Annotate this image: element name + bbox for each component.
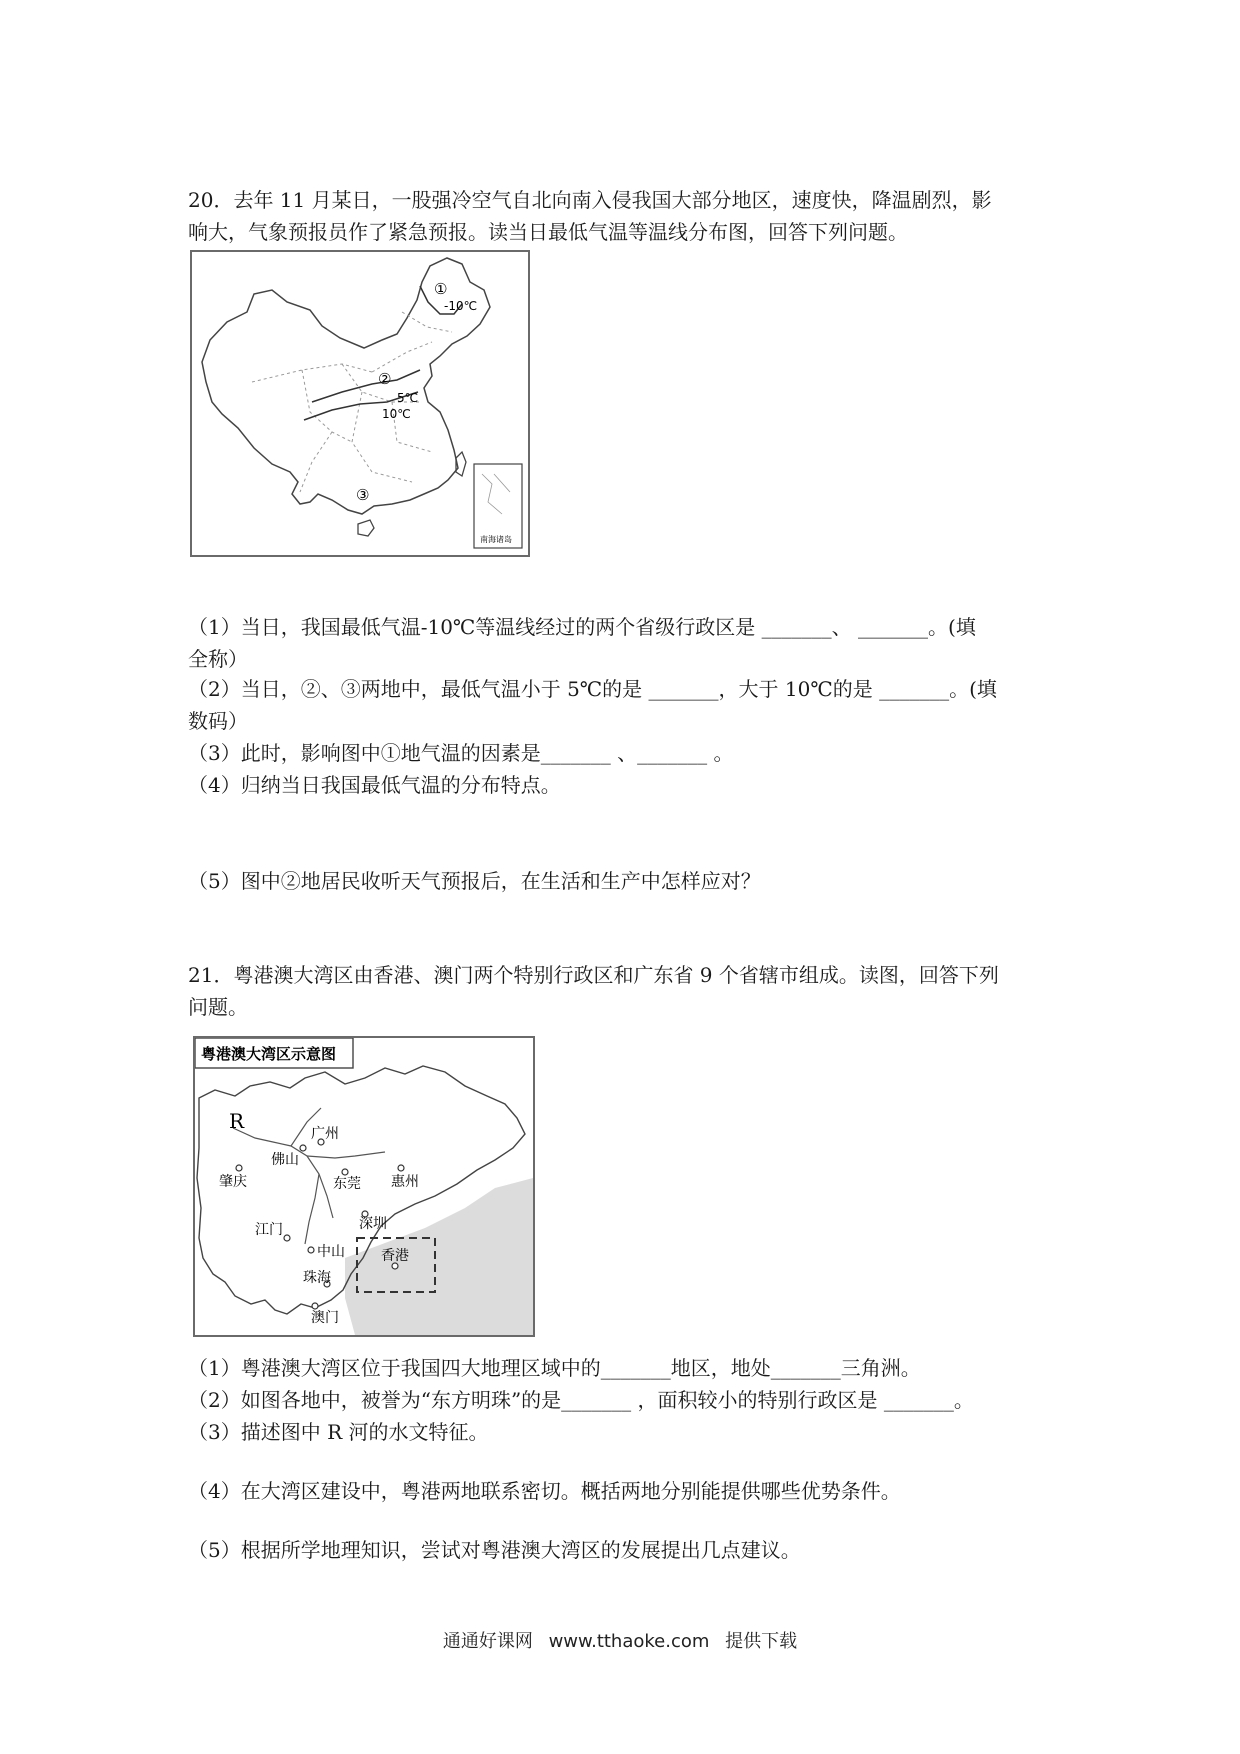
q21-sub1: （1）粤港澳大湾区位于我国四大地理区域中的_______地区，地处_______三角洲。	[188, 1356, 921, 1380]
q20-sub3: （3）此时，影响图中①地气温的因素是_______ 、_______ 。	[188, 741, 734, 765]
label-shenzhen: 深圳	[359, 1216, 387, 1232]
hainan-island	[358, 520, 374, 536]
label-dongguan: 东莞	[333, 1176, 361, 1192]
q21-sub3: （3）描述图中 R 河的水文特征。	[188, 1420, 489, 1444]
gba-map-figure	[195, 1038, 533, 1335]
label-10: 10℃	[382, 407, 411, 421]
q20-sub5: （5）图中②地居民收听天气预报后，在生活和生产中怎样应对？	[188, 869, 761, 893]
label-zhuhai: 珠海	[303, 1270, 331, 1286]
label-foshan: 佛山	[271, 1152, 299, 1168]
map-title: 粤港澳大湾区示意图	[201, 1045, 337, 1063]
q21-sub5: （5）根据所学地理知识，尝试对粤港澳大湾区的发展提出几点建议。	[188, 1538, 801, 1562]
footer-suffix: 提供下载	[725, 1631, 798, 1652]
q20-sub1-line2: 全称）	[188, 647, 248, 671]
china-map-figure	[192, 252, 528, 555]
inset-label: 南海诸岛	[480, 535, 512, 544]
q20-stem-line1: 20．去年 11 月某日，一股强冷空气自北向南入侵我国大部分地区，速度快，降温剧烈，影	[188, 188, 992, 212]
label-macau: 澳门	[311, 1310, 339, 1326]
q20-sub4: （4）归纳当日我国最低气温的分布特点。	[188, 773, 561, 797]
q21-stem-line2: 问题。	[188, 995, 248, 1019]
q20-china-isotherm-map	[190, 250, 530, 557]
label-1: ①	[434, 280, 448, 298]
label-3: ③	[356, 486, 370, 504]
q21-sub2: （2）如图各地中，被誉为“东方明珠”的是_______ ，面积较小的特别行政区是 _______。	[188, 1388, 974, 1412]
q20-sub1-line1: （1）当日，我国最低气温-10℃等温线经过的两个省级行政区是 _______、 _______。(填	[188, 615, 976, 639]
q20-sub2-line1: （2）当日，②、③两地中，最低气温小于 5℃的是 _______，大于 10℃的是 _______。(填	[188, 677, 997, 701]
label-huizhou: 惠州	[391, 1174, 419, 1190]
label-zhaoqing: 肇庆	[219, 1174, 247, 1190]
q21-stem-line1: 21．粤港澳大湾区由香港、澳门两个特别行政区和广东省 9 个省辖市组成。读图，回答下列	[188, 963, 999, 987]
q21-gba-map	[193, 1036, 535, 1337]
label-jiangmen: 江门	[255, 1222, 283, 1238]
label-hongkong: 香港	[381, 1248, 409, 1264]
q21-sub4: （4）在大湾区建设中，粤港两地联系密切。概括两地分别能提供哪些优势条件。	[188, 1479, 901, 1503]
label-guangzhou: 广州	[311, 1126, 339, 1142]
footer-url[interactable]: www.tthaoke.com	[548, 1631, 710, 1652]
province-boundaries	[252, 312, 452, 492]
q20-sub2-line2: 数码）	[188, 709, 248, 733]
q20-stem-line2: 响大，气象预报员作了紧急预报。读当日最低气温等温线分布图，回答下列问题。	[188, 220, 908, 244]
label-2: ②	[378, 370, 392, 388]
sea-area	[345, 1178, 533, 1335]
label-zhongshan: 中山	[317, 1244, 345, 1260]
label-minus10: -10℃	[444, 299, 478, 313]
page-footer	[0, 1627, 1240, 1653]
label-river-r: R	[229, 1109, 245, 1133]
footer-site-name: 通通好课网	[442, 1631, 533, 1652]
label-5: 5℃	[397, 391, 419, 405]
